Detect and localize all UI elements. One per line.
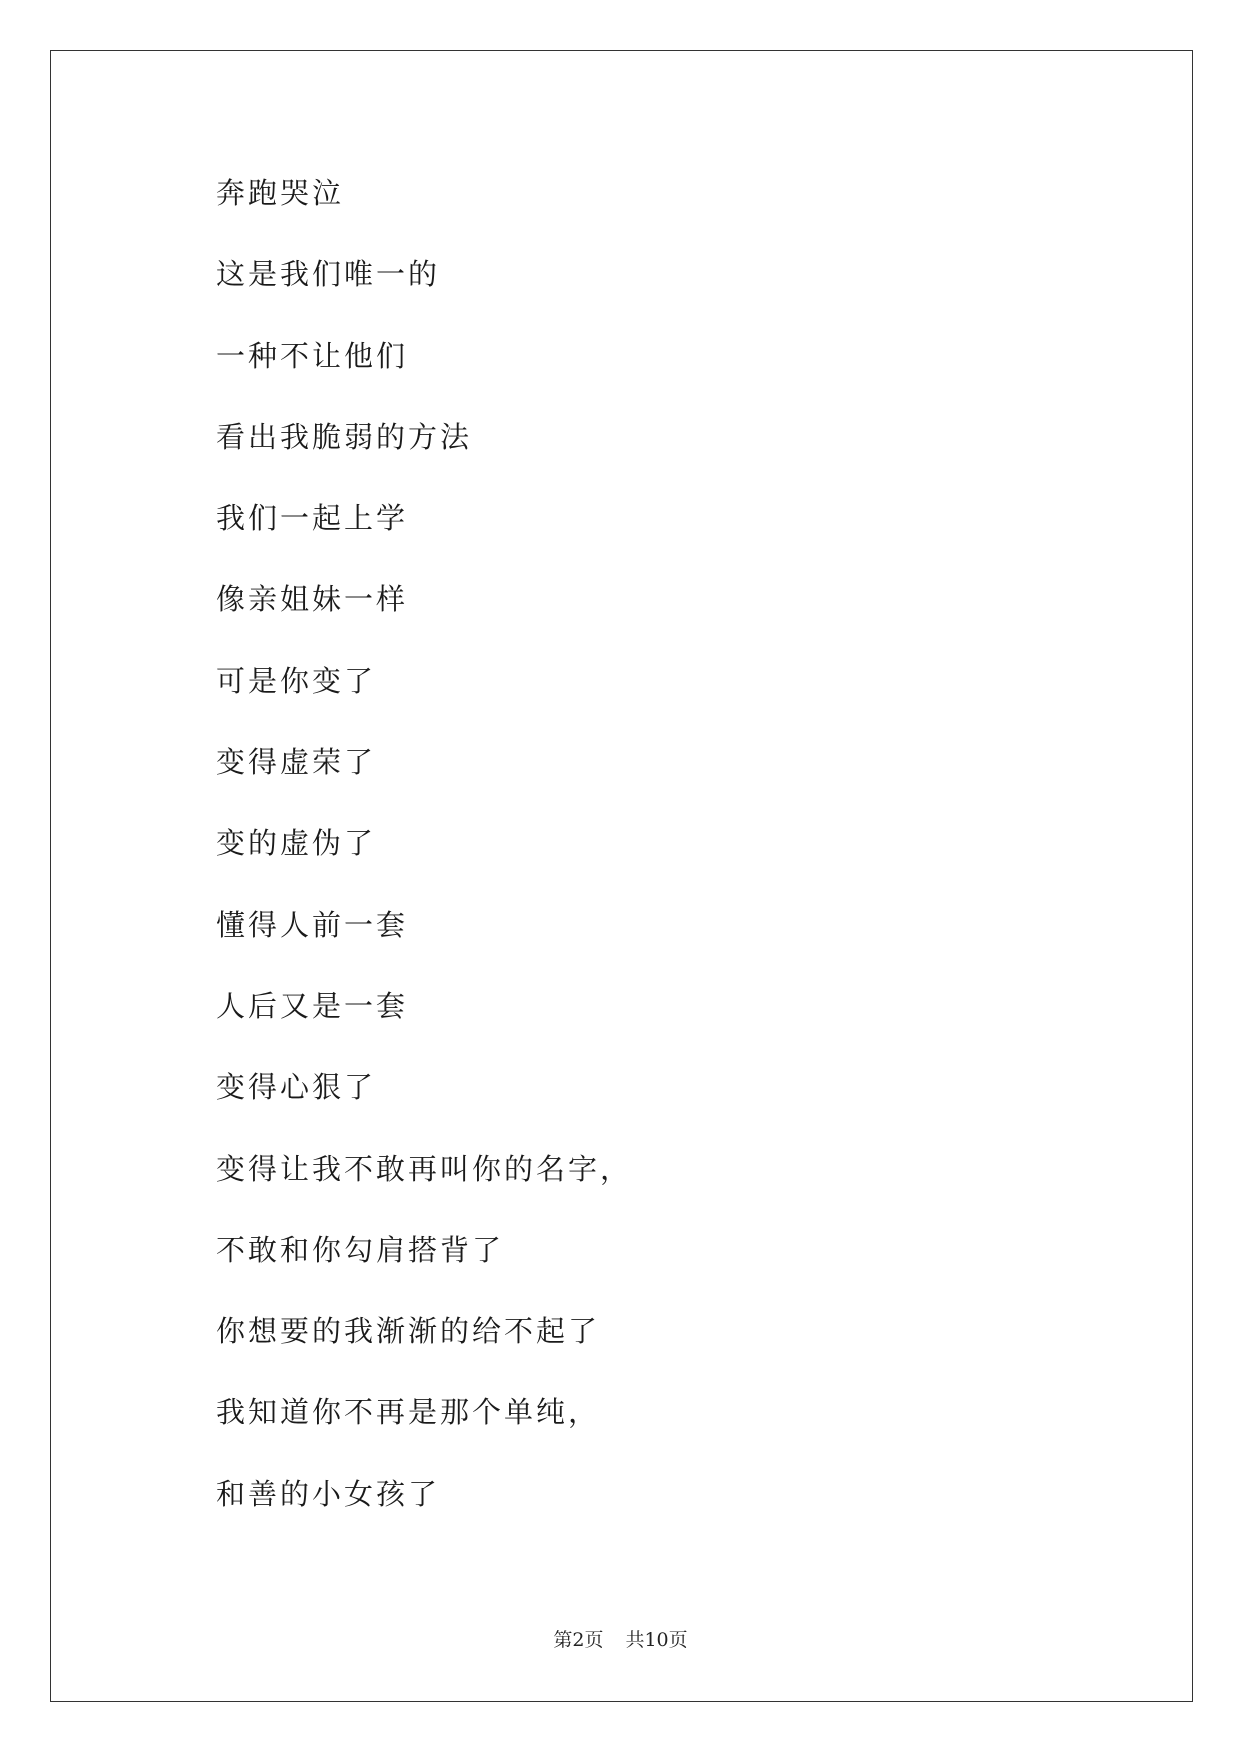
poem-body bbox=[216, 168, 632, 1550]
poem-line: 看出我脆弱的方法 bbox=[216, 419, 473, 454]
page-number: 第2页 bbox=[553, 1629, 604, 1651]
poem-line: 变得虚荣了 bbox=[216, 745, 377, 780]
poem-line: 可是你变了 bbox=[216, 663, 377, 698]
poem-line: 和善的小女孩了 bbox=[216, 1476, 441, 1511]
poem-line: 人后又是一套 bbox=[216, 988, 409, 1023]
poem-line: 像亲姐妹一样 bbox=[216, 582, 409, 617]
poem-line: 你想要的我渐渐的给不起了 bbox=[216, 1314, 601, 1349]
poem-line: 变得让我不敢再叫你的名字， bbox=[216, 1151, 633, 1186]
poem-line: 我知道你不再是那个单纯， bbox=[216, 1395, 601, 1430]
poem-line: 我们一起上学 bbox=[216, 501, 409, 536]
poem-line: 懂得人前一套 bbox=[216, 907, 409, 942]
poem-line: 奔跑哭泣 bbox=[216, 176, 345, 210]
poem-line: 这是我们唯一的 bbox=[216, 257, 441, 292]
page-total: 共10页 bbox=[625, 1629, 688, 1651]
poem-line: 变的虚伪了 bbox=[216, 826, 377, 861]
poem-line: 变得心狠了 bbox=[216, 1070, 377, 1105]
poem-line: 一种不让他们 bbox=[216, 338, 409, 373]
poem-line: 不敢和你勾肩搭背了 bbox=[216, 1232, 505, 1267]
page-footer bbox=[0, 1625, 1241, 1652]
